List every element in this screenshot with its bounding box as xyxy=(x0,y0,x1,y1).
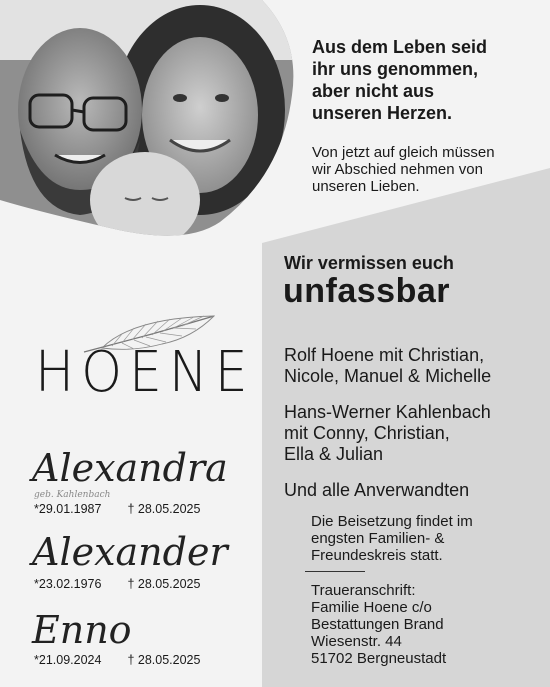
mourner-line: Rolf Hoene mit Christian, xyxy=(284,345,485,365)
funeral-line: Freundeskreis statt. xyxy=(311,547,443,564)
death-date: † 28.05.2025 xyxy=(127,502,201,516)
birth-date: *23.02.1976 xyxy=(34,577,102,591)
address-label: Traueranschrift: xyxy=(311,582,416,599)
heading-line: Aus dem Leben seid xyxy=(312,37,488,57)
deceased-name: Alexandra xyxy=(32,446,228,490)
funeral-note xyxy=(311,513,473,564)
deceased-name: Enno xyxy=(32,608,132,652)
heading-line: unseren Herzen. xyxy=(312,103,453,123)
birth-date: *21.09.2024 xyxy=(34,653,102,667)
birth-date: *29.01.1987 xyxy=(34,502,102,516)
mourner-group xyxy=(284,480,469,501)
family-name: HOENE xyxy=(35,340,255,405)
address-line: 51702 Bergneustadt xyxy=(311,650,447,667)
address-line: Familie Hoene c/o xyxy=(311,599,432,616)
intro-line: wir Abschied nehmen von xyxy=(312,161,483,178)
life-dates xyxy=(34,653,200,667)
mourner-group xyxy=(284,402,491,465)
family-photo xyxy=(0,0,300,245)
intro-line: Von jetzt auf gleich müssen xyxy=(312,144,495,161)
intro-line: unseren Lieben. xyxy=(312,178,420,195)
miss-line-2: unfassbar xyxy=(283,272,450,310)
heading-quote xyxy=(312,36,487,124)
life-dates xyxy=(34,502,200,516)
death-date: † 28.05.2025 xyxy=(127,577,201,591)
funeral-line: Die Beisetzung findet im xyxy=(311,513,473,530)
heading-line: ihr uns genommen, xyxy=(312,59,479,79)
address-line: Wiesenstr. 44 xyxy=(311,633,402,650)
mourner-line: mit Conny, Christian, xyxy=(284,423,450,443)
life-dates xyxy=(34,577,200,591)
intro-text xyxy=(312,144,495,195)
deceased-name: Alexander xyxy=(32,530,228,574)
heading-line: aber nicht aus xyxy=(312,81,435,101)
mourner-line: Und alle Anverwandten xyxy=(284,480,470,500)
maiden-name: geb. Kahlenbach xyxy=(34,490,111,500)
miss-line-1: Wir vermissen euch xyxy=(284,253,454,273)
address-line: Bestattungen Brand xyxy=(311,616,444,633)
mourner-line: Hans-Werner Kahlenbach xyxy=(284,402,491,422)
mourner-line: Ella & Julian xyxy=(284,444,384,464)
mourner-group xyxy=(284,345,491,387)
funeral-line: engsten Familien- & xyxy=(311,530,445,547)
death-date: † 28.05.2025 xyxy=(127,653,201,667)
mourner-line: Nicole, Manuel & Michelle xyxy=(284,366,492,386)
divider xyxy=(305,571,365,572)
mourning-address xyxy=(311,582,446,667)
